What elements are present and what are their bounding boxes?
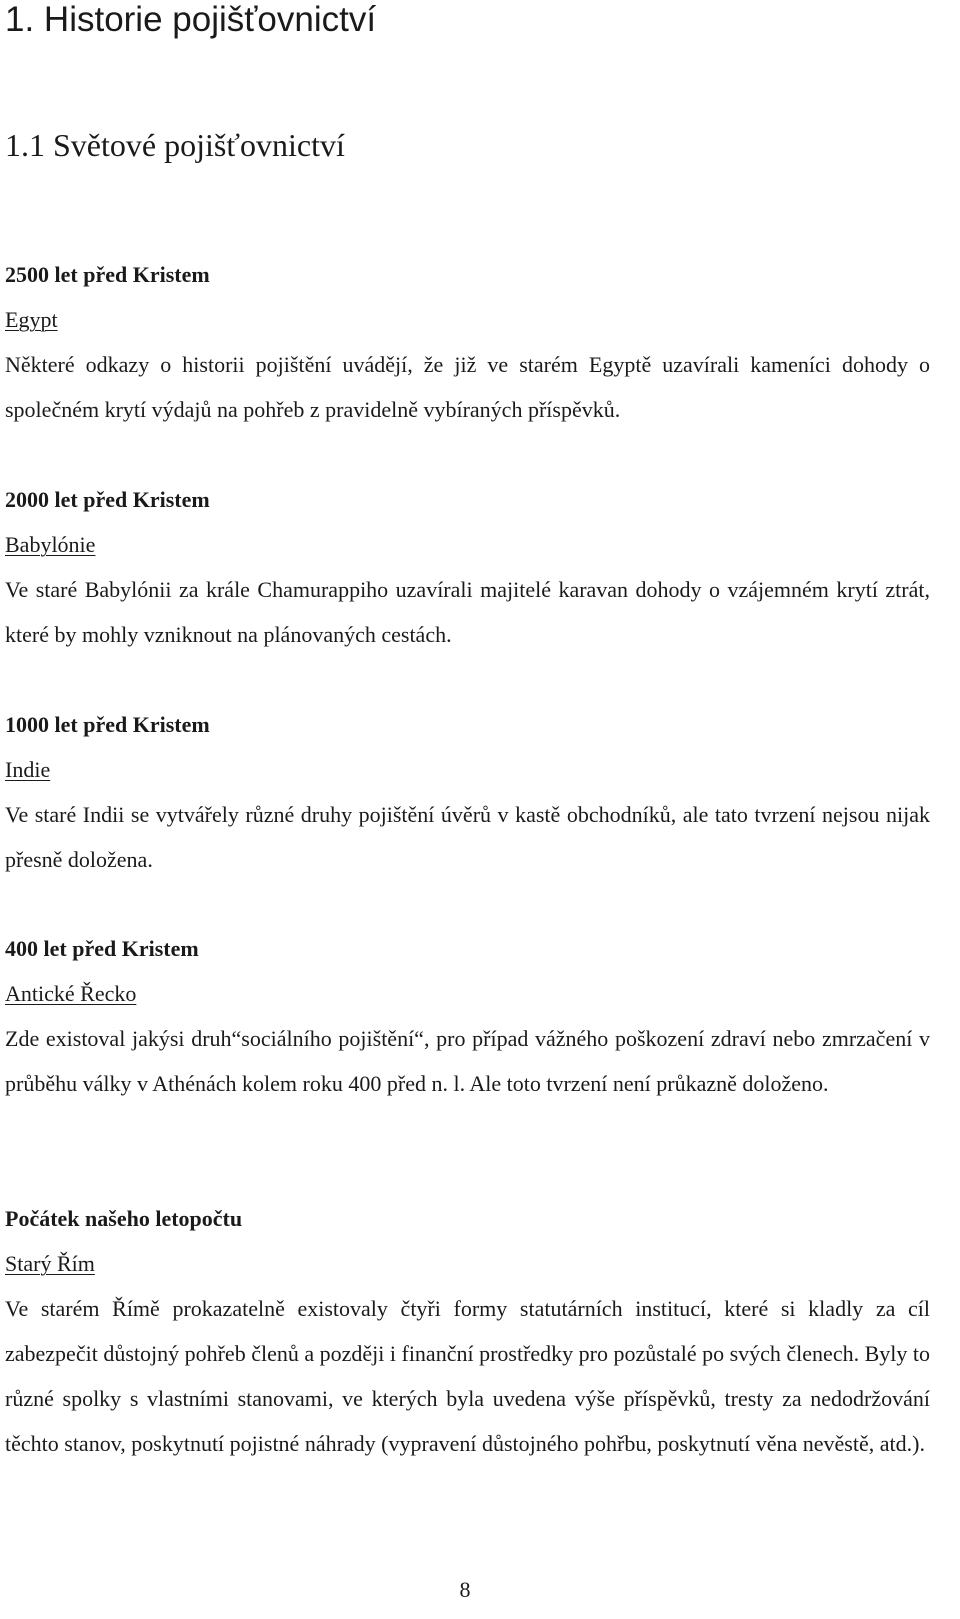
entry-era: Počátek našeho letopočtu [5, 1206, 243, 1231]
entry-place-label: Egypt [5, 307, 58, 332]
section-title: 1.1 Světové pojišťovnictví [5, 127, 345, 163]
entry-place [5, 1241, 930, 1286]
entry-text: Některé odkazy o historii pojištění uvádějí, že již ve starém Egyptě uzavírali kameníci dohody o společném krytí výdajů na pohřeb z pravidelně vybíraných příspěvků. [5, 352, 930, 422]
entry-place-label: Indie [5, 757, 51, 782]
entry-place-label: Starý Řím [5, 1251, 95, 1276]
entry-india [5, 702, 930, 882]
entry-text: Ve starém Římě prokazatelně existovaly čtyři formy statutárních institucí, které si kladly za cíl zabezpečit důstojný pohřeb členů a později i finanční prostředky pro pozůstalé po svých členech. Byly to různé spolky s vlastními stanovami, ve kterých byla uvedena výše příspěvků, tresty za nedodržování těchto stanov, poskytnutí pojistné náhrady (vypravení důstojného pohřbu, poskytnutí věna nevěstě, atd.). [5, 1296, 930, 1456]
entry-egypt [5, 252, 930, 432]
entry-era: 400 let před Kristem [5, 936, 199, 961]
entry-era: 2000 let před Kristem [5, 487, 210, 512]
entry-place [5, 747, 930, 792]
entry-text: Ve staré Indii se vytvářely různé druhy pojištění úvěrů v kastě obchodníků, ale tato tvrzení nejsou nijak přesně doložena. [5, 802, 930, 872]
entry-rome [5, 1196, 930, 1466]
entry-place [5, 971, 930, 1016]
entry-text: Ve staré Babylónii za krále Chamurappiho uzavírali majitelé karavan dohody o vzájemném krytí ztrát, které by mohly vzniknout na plánovaných cestách. [5, 577, 930, 647]
entry-babylonia [5, 477, 930, 657]
entry-era: 2500 let před Kristem [5, 262, 210, 287]
entry-place-label: Antické Řecko [5, 981, 137, 1006]
entry-place-label: Babylónie [5, 532, 96, 557]
entry-place [5, 297, 930, 342]
entry-place [5, 522, 930, 567]
entry-era: 1000 let před Kristem [5, 712, 210, 737]
entry-text: Zde existoval jakýsi druh“sociálního pojištění“, pro případ vážného poškození zdraví nebo zmrzačení v průběhu války v Athénách kolem roku 400 před n. l. Ale toto tvrzení není průkazně doloženo. [5, 1026, 930, 1096]
entry-greece [5, 926, 930, 1106]
chapter-title: 1. Historie pojišťovnictví [5, 0, 377, 39]
page-number: 8 [459, 1577, 471, 1602]
